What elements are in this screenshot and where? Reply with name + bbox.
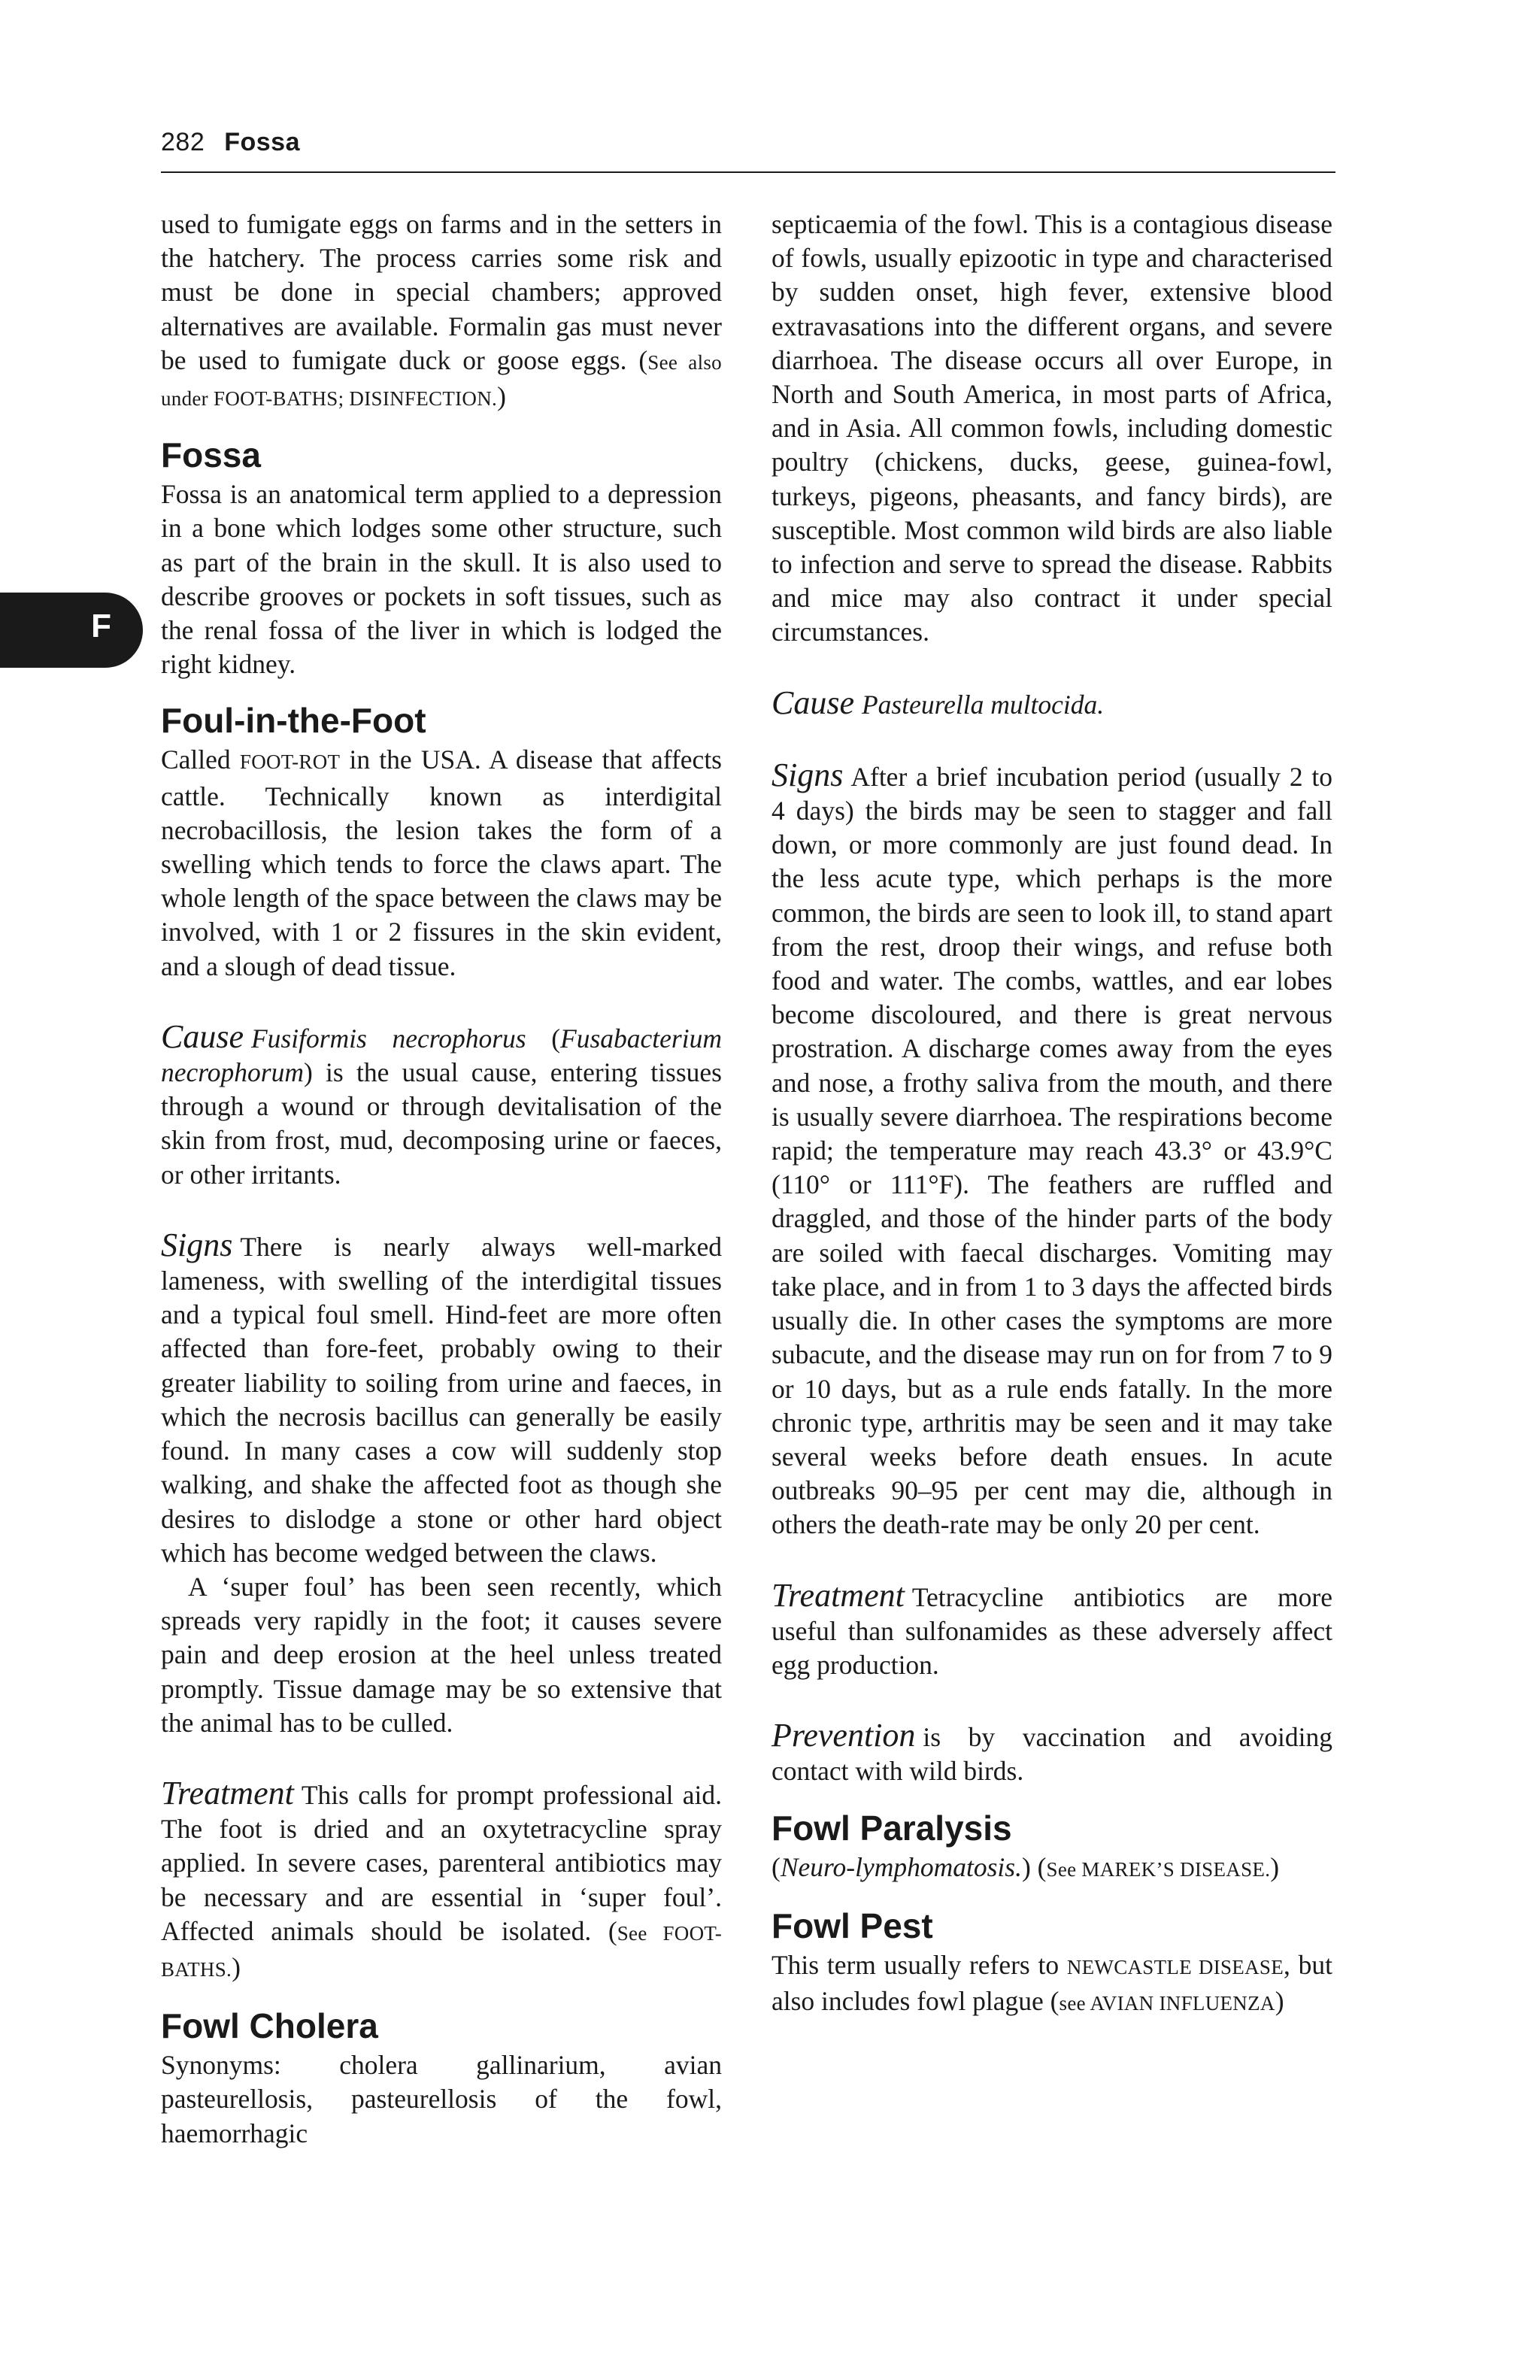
species-name: Fusabacterium necrophorum <box>161 1023 722 1088</box>
subhead-prevention: Prevention <box>772 1717 916 1754</box>
paragraph-text: There is nearly always well-marked lameness, with swelling of the interdigital tissues and a typical foul smell. Hind-feet are more often affected than fore-feet, probably owing to their greater liability to soiling from urine and faeces, in which the necrosis bacillus can generally be easily found. In many cases a cow will suddenly stop walking, and shake the affected foot as though she desires to dislodge a stone or other hard object which has become wedged between the claws. <box>161 1231 722 1568</box>
subhead-signs: Signs <box>161 1226 233 1263</box>
paragraph-foul-intro <box>161 743 722 983</box>
paragraph-foul-signs <box>161 1228 722 1570</box>
cross-reference: NEWCASTLE DISEASE <box>1066 1955 1284 1978</box>
paragraph-fossa: Fossa is an anatomical term applied to a depression in a bone which lodges some other structure, such as part of the brain in the skull. It is also used to describe grooves or pockets in soft tissues, such as the renal fossa of the liver in which is lodged the right kidney. <box>161 479 722 680</box>
paragraph-cholera-cause <box>772 686 1332 722</box>
spacer <box>772 650 1332 686</box>
spacer <box>161 1192 722 1228</box>
cross-reference: See MAREK’S DISEASE. <box>1046 1857 1271 1881</box>
page-number: 282 <box>161 128 205 156</box>
subhead-cause: Cause <box>161 1017 244 1055</box>
paragraph-text: Called <box>161 744 240 775</box>
spacer <box>161 984 722 1020</box>
cross-reference: See FOOT-BATHS. <box>161 1921 722 1981</box>
paragraph-text: ( <box>526 1023 561 1054</box>
thumb-tab-letter: F <box>91 608 111 644</box>
paragraph-text: After a brief incubation period (usually 2 to 4 days) the birds may be seen to stagger and fall down, or more commonly are just found dead. In the less acute type, which perhaps is the more common, the birds are seen to look ill, to stand apart from the rest, droop their wings, and refuse both food and water. The combs, wattles, and ear lobes become discoloured, and there is great nervous prostration. A discharge comes away from the eyes and nose, a frothy saliva from the mouth, and there is usually severe diarrhoea. The respirations become rapid; the temperature may reach 43.3° or 43.9°C (110° or 111°F). The feathers are ruffled and draggled, and those of the hinder parts of the body are soiled with faecal discharges. Vomiting may take place, and in from 1 to 3 days the affected birds usually die. In other cases the symptoms are more subacute, and the disease may run on for from 7 to 9 or 10 days, but as a rule ends fatally. In the more chronic type, arthritis may be seen and it may take several weeks before death ensues. In acute outbreaks 90–95 per cent may die, although in others the death-rate may be only 20 per cent. <box>772 761 1332 1540</box>
header-rule <box>161 171 1335 173</box>
right-column <box>772 208 1332 2021</box>
cross-reference: See also under FOOT-BATHS; DISINFECTION. <box>161 350 722 411</box>
paragraph-pest <box>772 1948 1332 2021</box>
paragraph-text: , but also includes fowl plague ( <box>772 1949 1332 2016</box>
entry-heading-foul-in-the-foot: Foul-in-the-Foot <box>161 701 426 741</box>
paragraph-super-foul: A ‘super foul’ has been seen recently, which spreads very rapidly in the foot; it causes severe pain and deep erosion at the heel unless treated promptly. Tissue damage may be so extensive that the animal has to be culled. <box>161 1571 722 1738</box>
species-name: Pasteurella multocida. <box>862 689 1105 720</box>
paragraph-foul-treatment <box>161 1776 722 1987</box>
thumb-index-tab <box>0 593 143 668</box>
paragraph-text: This calls for prompt professional aid. The foot is dried and an oxytetracycline spray applied. In severe cases, parenteral antibiotics may be necessary and are essential in ‘super foul’. Affected animals should be isolated. ( <box>161 1779 722 1946</box>
running-title: Fossa <box>224 128 300 156</box>
species-name: Fusiformis necrophorus <box>251 1023 526 1054</box>
paragraph-text: This term usually refers to <box>772 1949 1067 1980</box>
spacer <box>161 1740 722 1776</box>
paragraph-cholera: Synonyms: cholera gallinarium, avian pasteurellosis, pasteurellosis of the fowl, haemorrhagic <box>161 2050 722 2148</box>
paragraph-cholera-prevention <box>772 1718 1332 1788</box>
paragraph-cholera-continued: septicaemia of the fowl. This is a contagious disease of fowls, usually epizootic in type and characterised by sudden onset, high fever, extensive blood extravasations into the different organs, and severe diarrhoea. The disease occurs all over Europe, in North and South America, in most parts of Africa, and in Asia. All common fowls, including domestic poultry (chickens, ducks, geese, guinea-fowl, turkeys, pigeons, pheasants, and fancy birds), are susceptible. Most common wild birds are also liable to infection and serve to spread the disease. Rabbits and mice may also contract it under special circumstances. <box>772 209 1332 647</box>
cross-reference: FOOT-ROT <box>239 750 341 774</box>
paragraph-text: ) ( <box>1021 1851 1047 1882</box>
paragraph-text: in the USA. A disease that affects cattle. Technically known as interdigital necrobacillosis, the lesion takes the form of a swelling which tends to force the claws apart. The whole length of the space between the claws may be involved, with 1 or 2 fissures in the skin evident, and a slough of dead tissue. <box>161 744 722 981</box>
subhead-cause: Cause <box>772 684 854 721</box>
paragraph-text: is by vaccination and avoiding contact with wild birds. <box>772 1722 1332 1787</box>
paragraph-text: used to fumigate eggs on farms and in the setters in the hatchery. The process carries some risk and must be done in special chambers; approved alternatives are available. Formalin gas must never be used to fumigate duck or goose eggs. ( <box>161 209 722 375</box>
left-column <box>161 208 722 2151</box>
paragraph-text: ) is the usual cause, entering tissues through a wound or through devitalisation of the skin from frost, mud, decomposing urine or faeces, or other irritants. <box>161 1057 722 1190</box>
synonym: Neuro-lymphomatosis. <box>780 1851 1022 1882</box>
paragraph-foul-cause <box>161 1017 722 1192</box>
entry-heading-fowl-pest: Fowl Pest <box>772 1906 933 1945</box>
paragraph-paralysis <box>772 1851 1332 1887</box>
cross-reference: see AVIAN INFLUENZA <box>1059 1991 1275 2015</box>
paragraph-text: ) <box>232 1951 241 1982</box>
entry-heading-fowl-cholera: Fowl Cholera <box>161 2006 378 2046</box>
paragraph-cholera-signs <box>772 758 1332 1542</box>
paragraph-text: ) <box>1270 1851 1280 1882</box>
paragraph-text: ) <box>497 381 506 412</box>
spacer <box>772 722 1332 758</box>
paragraph-text: ( <box>772 1851 781 1882</box>
subhead-treatment: Treatment <box>161 1774 294 1812</box>
subhead-signs: Signs <box>772 756 844 793</box>
entry-heading-fossa: Fossa <box>161 435 261 475</box>
spacer <box>772 1682 1332 1718</box>
paragraph-fumigation <box>161 208 722 416</box>
paragraph-text: Tetracycline antibiotics are more useful than sulfonamides as these adversely affect egg production. <box>772 1581 1332 1680</box>
subhead-treatment: Treatment <box>772 1576 905 1614</box>
paragraph-cholera-treatment <box>772 1578 1332 1683</box>
entry-heading-fowl-paralysis: Fowl Paralysis <box>772 1808 1012 1848</box>
running-head <box>161 128 300 157</box>
paragraph-text: ) <box>1275 1985 1284 2016</box>
spacer <box>772 1542 1332 1578</box>
